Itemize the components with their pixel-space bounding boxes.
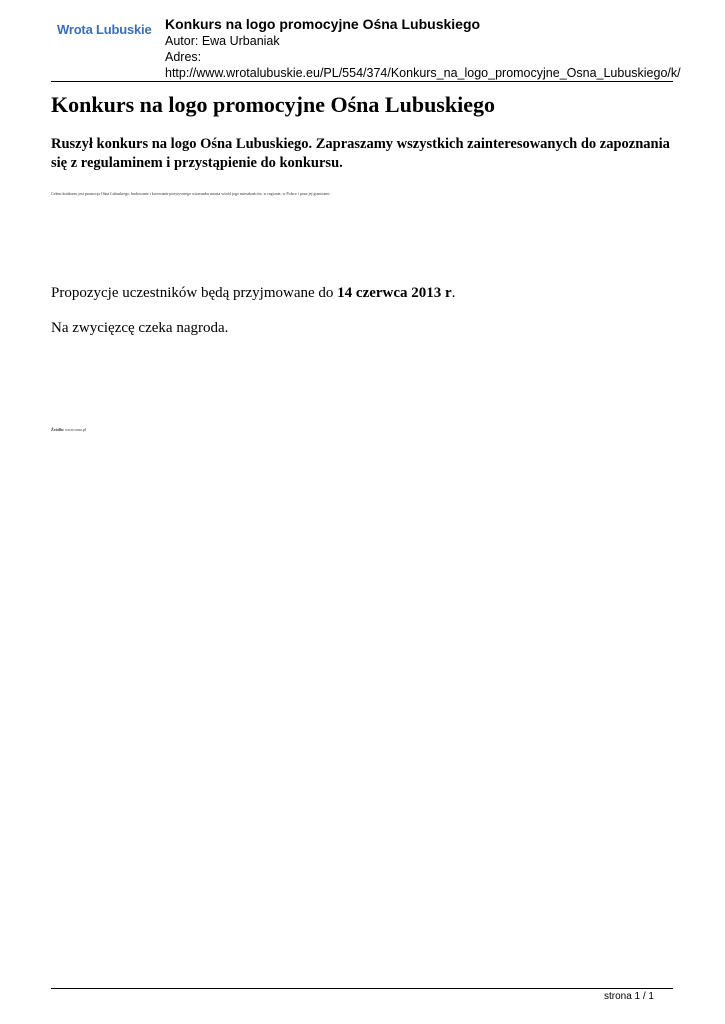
- deadline-text: Propozycje uczestników będą przyjmowane do: [51, 285, 338, 301]
- article-paragraph-prize: Na zwycięzcę czeka nagroda.: [51, 320, 229, 336]
- article-small-text: Celem konkursu jest promocja Ośna Lubuskiego, budowanie i kreowanie pozytywnego wizerunku miasta wśród jego mieszkańców, w regionie, w Polsce i poza jej granicami.: [51, 191, 331, 196]
- header-title: Konkurs na logo promocyjne Ośna Lubuskiego: [165, 16, 481, 32]
- document-header: [165, 16, 705, 81]
- page-number: strona 1 / 1: [603, 991, 654, 1002]
- article-paragraph-deadline: [51, 283, 673, 303]
- deadline-date: 14 czerwca 2013 r: [337, 285, 452, 301]
- article-lead: Ruszył konkurs na logo Ośna Lubuskiego. Zapraszamy wszystkich zainteresowanych do zapoznania się z regulaminem i przystąpienie do konkursu.: [51, 136, 670, 171]
- article-title: Konkurs na logo promocyjne Ośna Lubuskiego: [51, 92, 495, 117]
- site-logo: Wrota Lubuskie: [57, 22, 152, 37]
- header-address-label: Adres:: [165, 50, 202, 64]
- header-divider: [51, 81, 673, 82]
- deadline-period: .: [451, 285, 456, 301]
- source-value: www.osno.pl: [64, 427, 87, 432]
- source-label: Źródło:: [51, 427, 65, 432]
- article-source: [51, 427, 673, 432]
- footer-divider: [51, 988, 673, 989]
- header-address-url: http://www.wrotalubuskie.eu/PL/554/374/Konkurs_na_logo_promocyjne_Osna_Lubuskiego/k/: [165, 66, 681, 80]
- header-author: Autor: Ewa Urbaniak: [165, 34, 280, 48]
